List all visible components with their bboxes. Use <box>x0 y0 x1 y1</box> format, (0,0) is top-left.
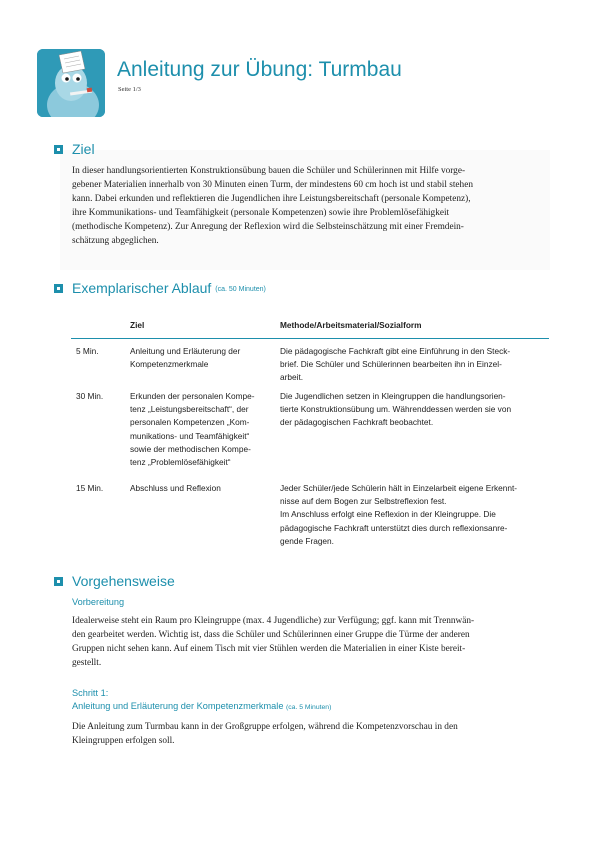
table-cell-time: 15 Min. <box>76 483 104 493</box>
text-line: gebener Materialien innerhalb von 30 Minuten einen Turm, der mindestens 60 cm hoch ist und stabil stehen <box>72 180 473 191</box>
text-line: schätzung abgeglichen. <box>72 236 159 247</box>
text-line: Erkunden der personalen Kompe- <box>130 391 255 401</box>
text-line: munikations- und Teamfähigkeit“ <box>130 430 250 441</box>
section-ziel-heading <box>54 141 95 157</box>
schritt-subtitle <box>72 701 331 711</box>
section-bullet-icon <box>54 577 63 586</box>
text-line: Im Anschluss erfolgt eine Reflexion in der Kleingruppe. Die <box>280 509 496 520</box>
text-line: der pädagogischen Fachkraft beobachtet. <box>280 417 434 428</box>
table-cell-ziel <box>130 390 278 469</box>
text-line: tenz „Leistungsbereitschaft“, der <box>130 404 249 415</box>
vorbereitung-title: Vorbereitung <box>72 597 125 607</box>
text-line: personalen Kompetenzen „Kom- <box>130 417 250 428</box>
schritt-title: Schritt 1: <box>72 688 109 698</box>
text-line: arbeit. <box>280 372 304 383</box>
text-line: Abschluss und Reflexion <box>130 483 221 493</box>
text-line: Kleingruppen erfolgen soll. <box>72 736 175 747</box>
page-number: Seite 1/3 <box>118 86 141 93</box>
section-title: Exemplarischer Ablauf <box>72 280 212 296</box>
table-cell-methode <box>280 390 555 430</box>
text-line: sowie der methodischen Kompe- <box>130 443 251 454</box>
text-line: gende Fragen. <box>280 535 334 546</box>
text-line: gestellt. <box>72 658 102 669</box>
table-header-rule <box>71 338 549 339</box>
table-cell-time: 30 Min. <box>76 391 104 401</box>
schritt-subtitle-text: Anleitung und Erläuterung der Kompetenzmerkmale <box>72 701 284 711</box>
text-line: kann. Dabei erkunden und reflektieren die Jugendlichen ihre Leistungsbereitschaft (personale Kompetenz), <box>72 194 471 205</box>
section-bullet-icon <box>54 145 63 154</box>
text-line: tenz „Problemlösefähigkeit“ <box>130 457 231 468</box>
text-line: Anleitung und Erläuterung der <box>130 346 241 356</box>
page-title: Anleitung zur Übung: Turmbau <box>117 58 402 81</box>
text-line: Idealerweise steht ein Raum pro Kleingruppe (max. 4 Jugendliche) zur Verfügung; ggf. kann mit Trennwän- <box>72 616 475 626</box>
schritt-duration: (ca. 5 Minuten) <box>286 704 332 711</box>
schritt-paragraph <box>72 720 552 748</box>
text-line: (methodische Kompetenz). Zur Anregung der Reflexion wird die Selbsteinschätzung mit einer Fremdein- <box>72 222 464 233</box>
table-header-methode: Methode/Arbeitsmaterial/Sozialform <box>280 320 422 330</box>
text-line: ihre Kommunikations- und Teamfähigkeit (personale Kompetenzen) sowie ihre Problemlösefähigkeit <box>72 208 450 219</box>
text-line: Die Anleitung zum Turmbau kann in der Großgruppe erfolgen, während die Kompetenzvorschau in den <box>72 722 458 732</box>
text-line: Die Jugendlichen setzen in Kleingruppen die handlungsorien- <box>280 391 506 401</box>
ziel-paragraph <box>72 164 552 249</box>
section-title: Vorgehensweise <box>72 573 175 589</box>
text-line: den gearbeitet werden. Wichtig ist, dass die Schüler und Schülerinnen einer Gruppe die Türme der anderen <box>72 630 470 641</box>
table-header-ziel: Ziel <box>130 320 145 330</box>
table-cell-time: 5 Min. <box>76 346 99 356</box>
text-line: pädagogische Fachkraft unterstützt dies durch reflexionsanre- <box>280 522 508 533</box>
text-line: nisse auf dem Bogen zur Selbstreflexion fest. <box>280 496 447 507</box>
table-cell-methode <box>280 482 555 548</box>
section-vorgehen-heading <box>54 573 175 589</box>
section-bullet-icon <box>54 284 63 293</box>
section-title: Ziel <box>72 141 95 157</box>
table-cell-methode <box>280 345 555 385</box>
text-line: In dieser handlungsorientierten Konstruktionsübung bauen die Schüler und Schülerinnen mit Hilfe vorge- <box>72 166 466 176</box>
text-line: Jeder Schüler/jede Schülerin hält in Einzelarbeit eigene Erkennt- <box>280 483 518 493</box>
text-line: Gruppen nicht sehen kann. Auf einem Tisch mit vier Stühlen werden die Materialien in einer Kiste bereit- <box>72 644 466 655</box>
section-ablauf-heading <box>54 280 266 296</box>
table-cell-ziel <box>130 482 278 495</box>
text-line: Kompetenzmerkmale <box>130 359 209 370</box>
text-line: brief. Die Schüler und Schülerinnen bearbeiten ihn in Einzel- <box>280 359 502 370</box>
table-cell-ziel <box>130 345 278 371</box>
text-line: Die pädagogische Fachkraft gibt eine Einführung in den Steck- <box>280 346 511 356</box>
mascot-logo-icon <box>37 49 105 117</box>
text-line: tierte Konstruktionsübung um. Währenddessen werden sie von <box>280 404 512 415</box>
section-duration: (ca. 50 Minuten) <box>215 286 266 293</box>
vorbereitung-paragraph <box>72 614 552 670</box>
